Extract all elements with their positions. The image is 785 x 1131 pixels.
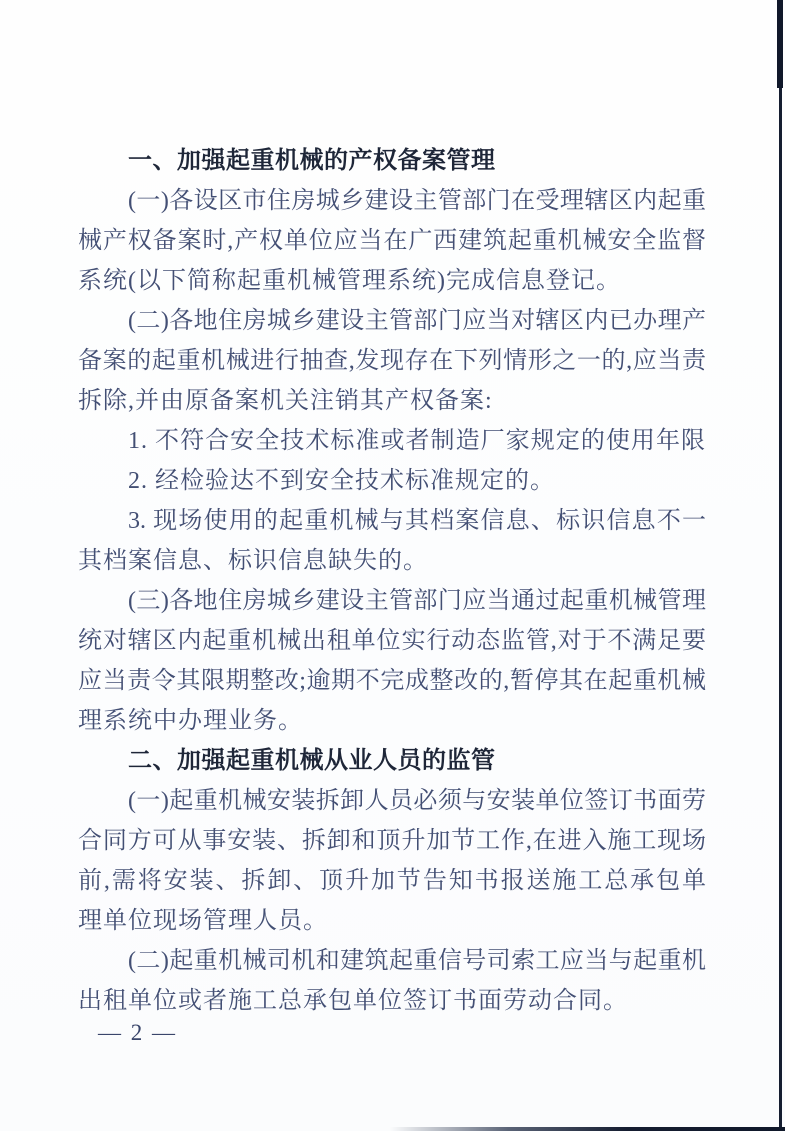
paragraph-line: 其档案信息、标识信息缺失的。 (78, 548, 428, 574)
paragraph-line: 系统(以下简称起重机械管理系统)完成信息登记。 (78, 268, 621, 294)
paragraph-line: 应当责令其限期整改;逾期不完成整改的,暂停其在起重机械 (78, 668, 706, 694)
scan-artifact-bottom-edge (390, 1127, 785, 1131)
paragraph-line: 理单位现场管理人员。 (78, 908, 328, 934)
numbered-item-1: 1. 不符合安全技术标准或者制造厂家规定的使用年限 (128, 428, 706, 454)
page-number: — 2 — (98, 1020, 177, 1045)
paragraph-line: 前,需将安装、拆卸、顶升加节告知书报送施工总承包单 (78, 868, 706, 894)
paragraph-line: 理系统中办理业务。 (78, 708, 303, 734)
paragraph-line: 备案的起重机械进行抽查,发现存在下列情形之一的,应当责 (78, 348, 706, 374)
numbered-item-3: 3. 现场使用的起重机械与其档案信息、标识信息不一 (128, 508, 706, 534)
paragraph-line: (三)各地住房城乡建设主管部门应当通过起重机械管理 (128, 588, 706, 614)
paragraph-line: (一)各设区市住房城乡建设主管部门在受理辖区内起重 (128, 188, 706, 214)
paragraph-line: 出租单位或者施工总承包单位签订书面劳动合同。 (78, 988, 628, 1014)
scan-artifact-right-edge (779, 0, 782, 1129)
section-heading-1: 一、加强起重机械的产权备案管理 (128, 147, 496, 174)
section-heading-2: 二、加强起重机械从业人员的监管 (128, 747, 496, 774)
paragraph-line: (一)起重机械安装拆卸人员必须与安装单位签订书面劳 (128, 788, 706, 814)
paragraph-line: 统对辖区内起重机械出租单位实行动态监管,对于不满足要 (78, 628, 706, 654)
document-body (78, 141, 706, 1021)
paragraph-line: (二)起重机械司机和建筑起重信号司索工应当与起重机 (128, 948, 706, 974)
paragraph-line: (二)各地住房城乡建设主管部门应当对辖区内已办理产 (128, 308, 706, 334)
paragraph-line: 械产权备案时,产权单位应当在广西建筑起重机械安全监督 (78, 228, 706, 254)
scan-artifact-right-edge-top (777, 0, 783, 88)
paragraph-line: 拆除,并由原备案机关注销其产权备案: (78, 388, 493, 414)
numbered-item-2: 2. 经检验达不到安全技术标准规定的。 (128, 468, 555, 494)
paragraph-line: 合同方可从事安装、拆卸和顶升加节工作,在进入施工现场 (78, 828, 706, 854)
